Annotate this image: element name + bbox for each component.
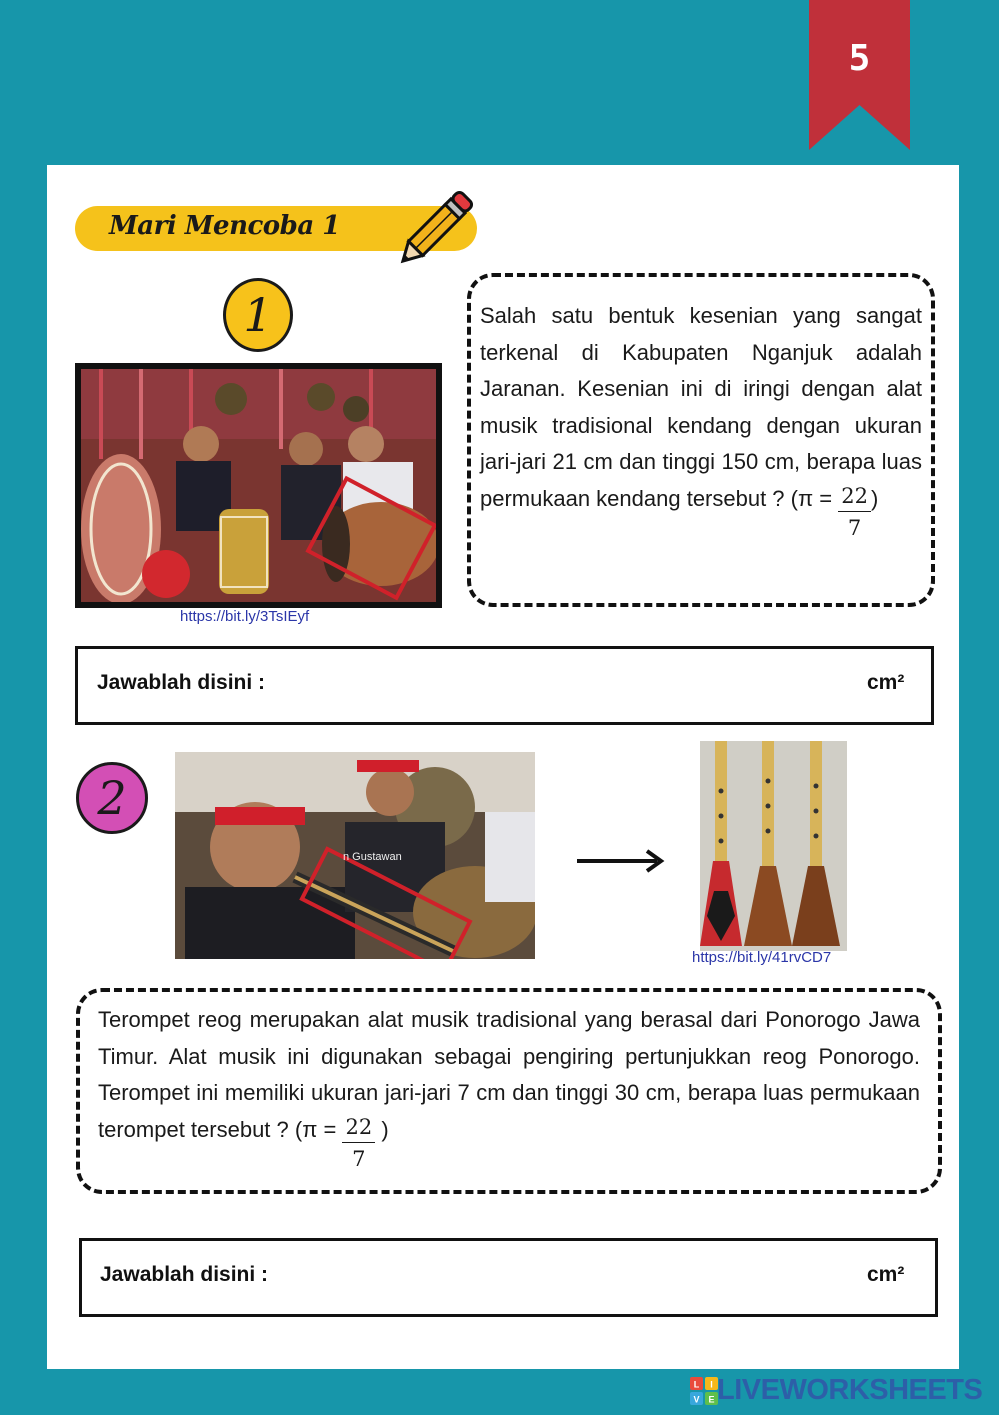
answer-unit-2: cm² — [867, 1263, 905, 1286]
reog-trumpets-photo — [700, 741, 847, 951]
pi-fraction-2 — [342, 1112, 375, 1175]
liveworksheets-brand[interactable]: LIVEWORKSHEETS — [717, 1374, 983, 1406]
question-2-body: Terompet reog merupakan alat musik tradisional yang berasal dari Ponorogo Jawa Timur. Alat musik ini digunakan sebagai pengiring pertunjukkan reog Ponorogo. Terompet ini memiliki ukuran jari-jari 7 cm dan tinggi 30 cm, berapa luas permukaan terompet tersebut ? (π = — [98, 1007, 920, 1142]
answer-unit-1: cm² — [867, 671, 905, 694]
question-1-close: ) — [870, 485, 879, 511]
logo-letter-e: E — [708, 1394, 715, 1405]
question-1-body: Salah satu bentuk kesenian yang sangat terkenal di Kabupaten Nganjuk adalah Jaranan. Kesenian ini di iringi dengan alat musik tradisional kendang dengan ukuran jari-jari 21 cm dan tinggi 150 cm, berapa luas permukaan kendang tersebut ? (π = — [480, 303, 922, 511]
logo-letter-v: V — [693, 1394, 700, 1405]
pi-numerator-1: 22 — [838, 481, 871, 512]
answer-input-1[interactable] — [300, 665, 850, 701]
question-number-1: 1 — [223, 278, 293, 352]
logo-letter-l: L — [693, 1379, 700, 1390]
logo-letter-i: I — [710, 1379, 713, 1390]
pi-denominator-2: 7 — [352, 1146, 366, 1171]
pi-denominator-1: 7 — [847, 515, 862, 540]
page-number: 5 — [848, 38, 871, 79]
pencil-icon — [386, 182, 482, 277]
jaranan-musicians-photo — [75, 363, 442, 608]
question-1-text — [480, 298, 922, 544]
answer-label-2: Jawablah disini : — [100, 1263, 269, 1286]
pi-numerator-2: 22 — [342, 1112, 375, 1143]
image-source-link-2[interactable]: https://bit.ly/41rvCD7 — [692, 949, 832, 966]
photo-watermark: n Gustawan — [343, 851, 402, 863]
section-title: Mari Mencoba 1 — [109, 211, 340, 241]
liveworksheets-logo-icon — [690, 1377, 720, 1407]
answer-label-1: Jawablah disini : — [97, 671, 266, 694]
question-2-close: ) — [381, 1116, 389, 1142]
question-2-text — [98, 1002, 920, 1175]
image-source-link-1[interactable]: https://bit.ly/3TsIEyf — [180, 608, 310, 625]
question-number-2: 2 — [76, 762, 148, 834]
reog-trumpet-player-photo — [175, 752, 535, 959]
pi-fraction-1 — [838, 481, 871, 544]
arrow-right-icon — [575, 846, 667, 876]
answer-input-2[interactable] — [303, 1257, 853, 1293]
